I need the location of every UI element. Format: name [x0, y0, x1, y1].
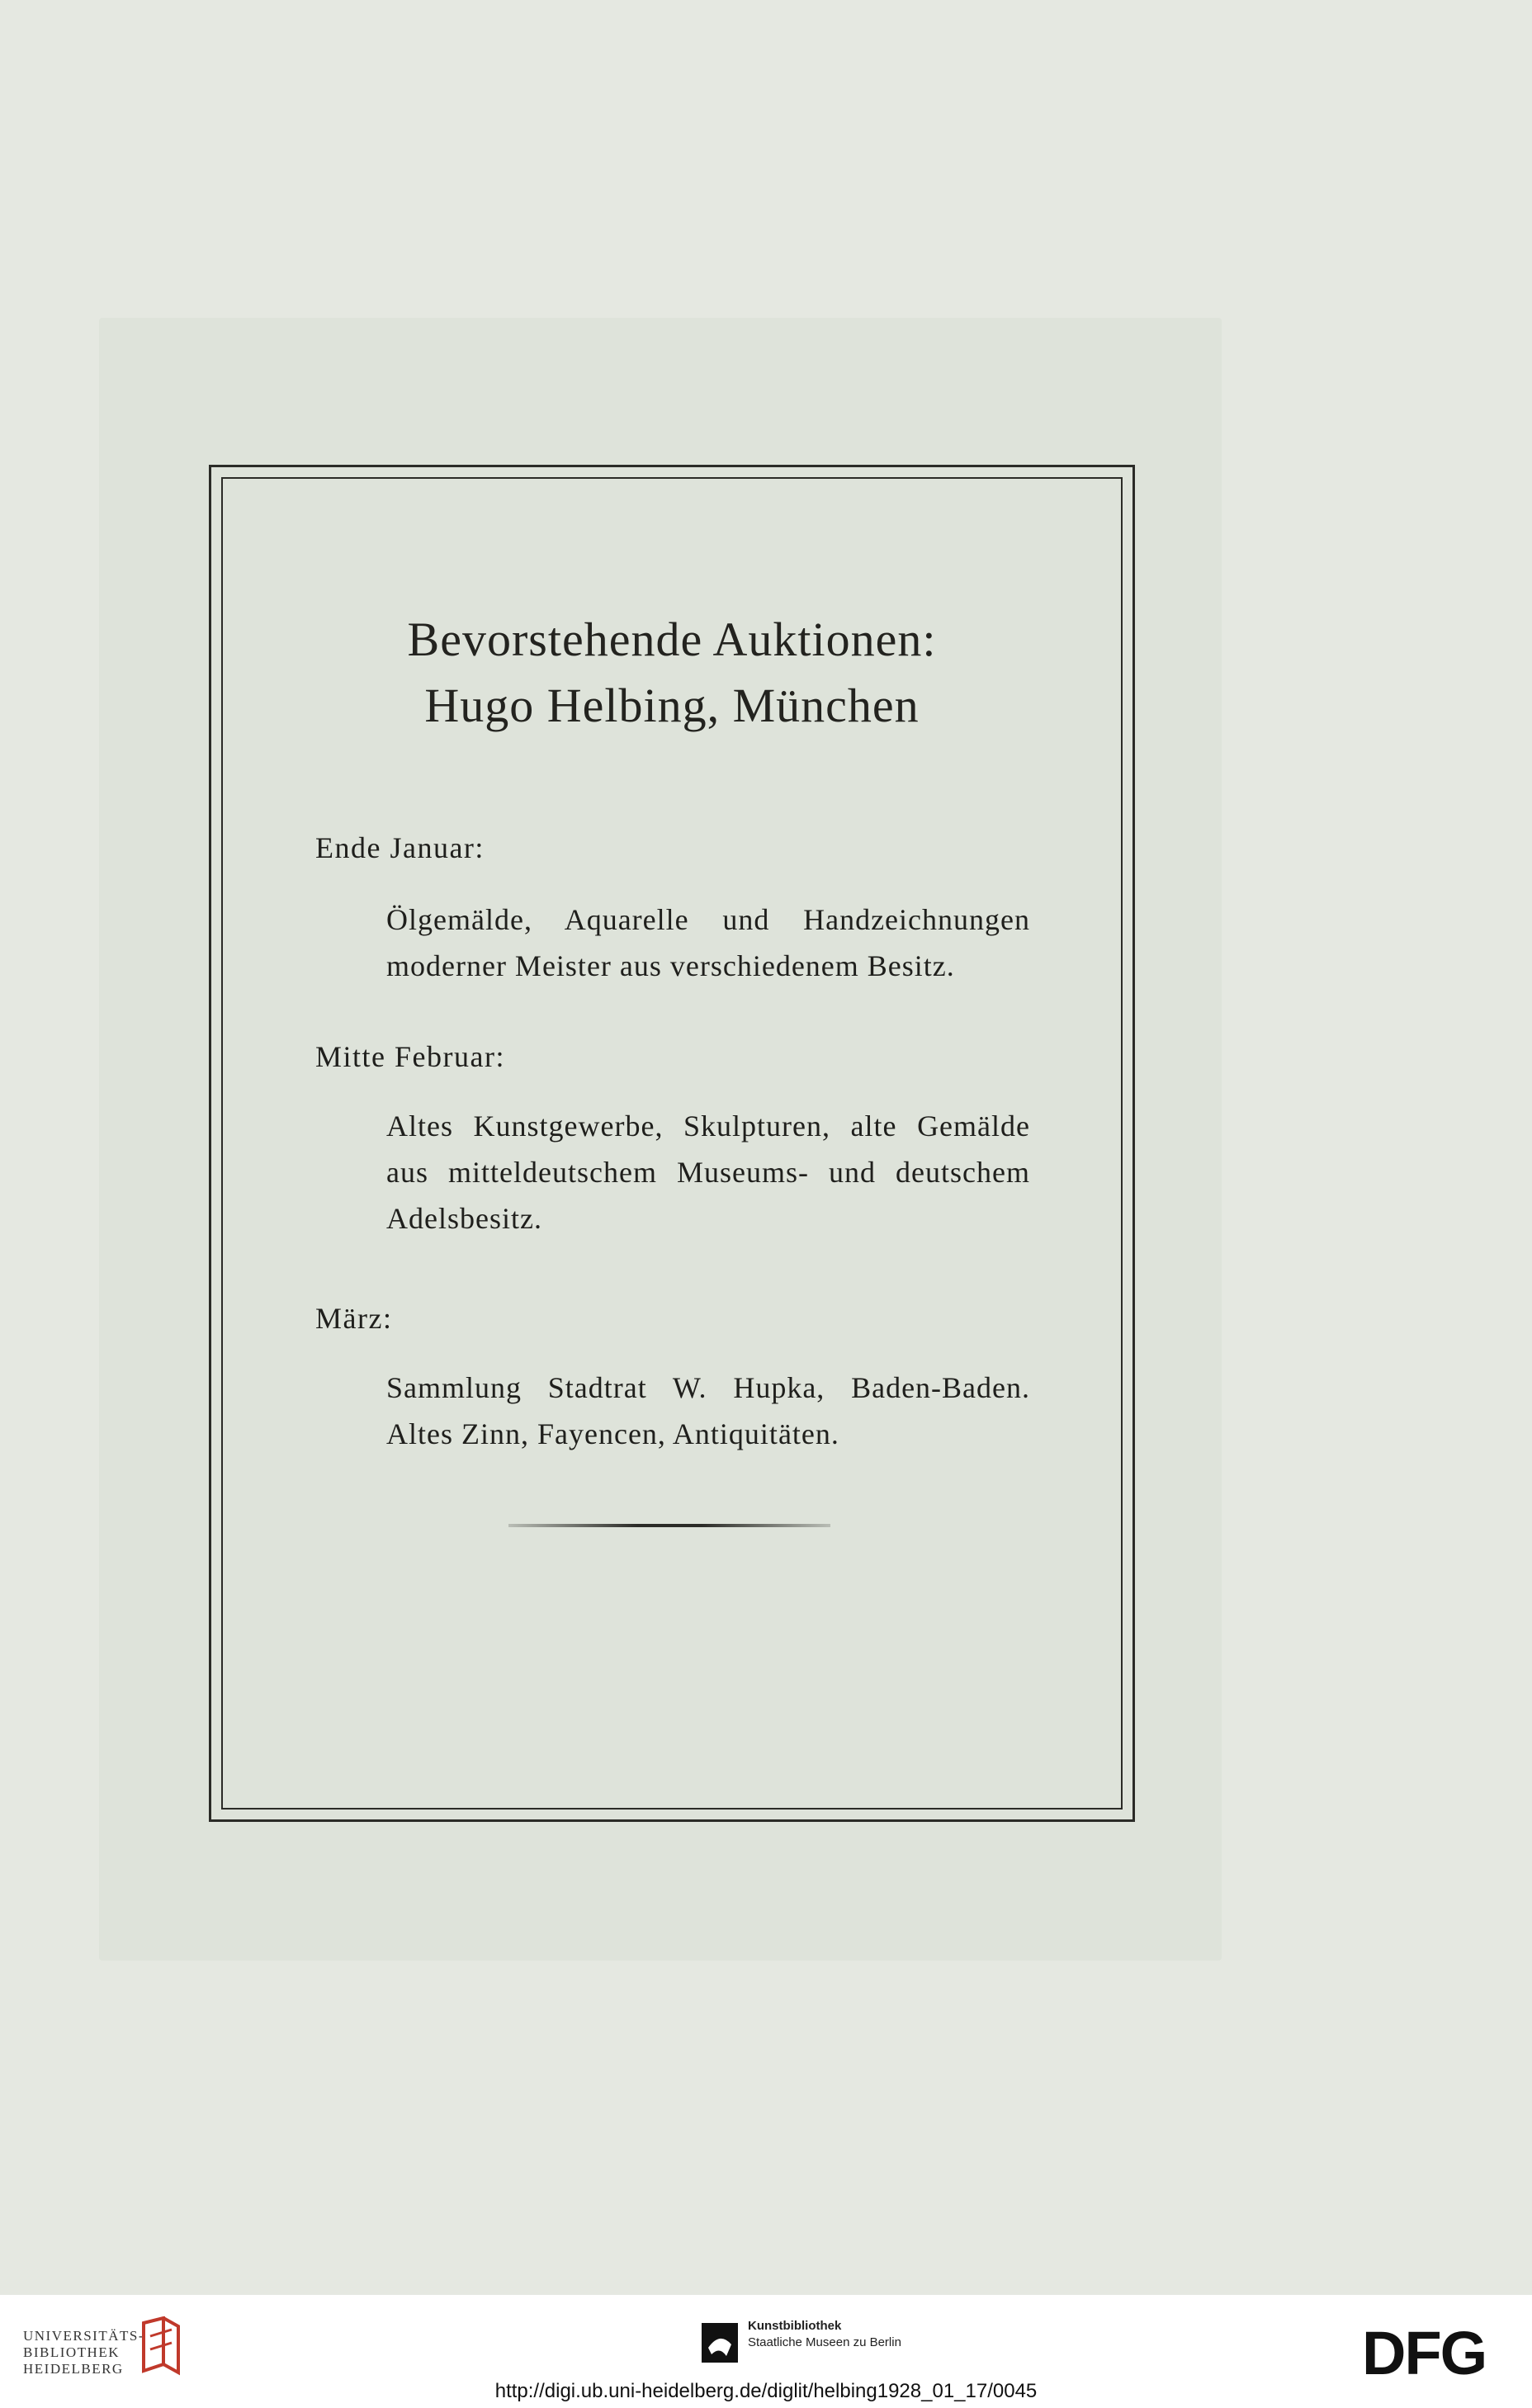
- section-line: moderner Meister aus verschiedenem Besitz.: [386, 949, 955, 982]
- heading-line-2: Hugo Helbing, München: [424, 679, 920, 732]
- ornamental-divider: [508, 1524, 830, 1527]
- section-line: Altes Zinn, Fayencen, Antiquitäten.: [386, 1417, 839, 1450]
- kunstbibliothek-subtitle: Staatliche Museen zu Berlin: [748, 2335, 901, 2349]
- university-line: BIBLIOTHEK: [23, 2344, 120, 2360]
- dfg-logo[interactable]: DFG: [1362, 2319, 1487, 2387]
- university-library-logo-icon[interactable]: [139, 2316, 183, 2376]
- section-line: Ölgemälde, Aquarelle und Handzeichnungen: [386, 903, 1030, 936]
- university-library-logo-text[interactable]: [23, 2328, 144, 2377]
- heading-line-1: Bevorstehende Auktionen:: [407, 613, 937, 666]
- university-line: UNIVERSITÄTS-: [23, 2328, 144, 2344]
- section-line: Adelsbesitz.: [386, 1202, 542, 1235]
- kunstbibliothek-title: Kunstbibliothek: [748, 2319, 842, 2333]
- section-body-february: [386, 1103, 1030, 1242]
- section-body-january: [386, 896, 1030, 989]
- kunstbibliothek-logo-icon[interactable]: [702, 2323, 738, 2363]
- section-label-february: Mitte Februar:: [315, 1040, 505, 1073]
- announcement-frame: [209, 465, 1135, 1822]
- section-line: Altes Kunstgewerbe, Skulpturen, alte Gemälde: [386, 1109, 1030, 1142]
- footer-bar: [0, 2295, 1532, 2408]
- kunstbibliothek-logo-text[interactable]: [748, 2318, 901, 2351]
- university-line: HEIDELBERG: [23, 2361, 124, 2377]
- section-line: aus mitteldeutschem Museums- und deutschem: [386, 1156, 1030, 1189]
- section-line: Sammlung Stadtrat W. Hupka, Baden-Baden.: [386, 1371, 1030, 1404]
- section-label-january: Ende Januar:: [315, 831, 485, 864]
- page-url-link[interactable]: http://digi.ub.uni-heidelberg.de/diglit/helbing1928_01_17/0045: [494, 2380, 1038, 2402]
- section-body-march: [386, 1365, 1030, 1457]
- section-label-march: März:: [315, 1302, 393, 1335]
